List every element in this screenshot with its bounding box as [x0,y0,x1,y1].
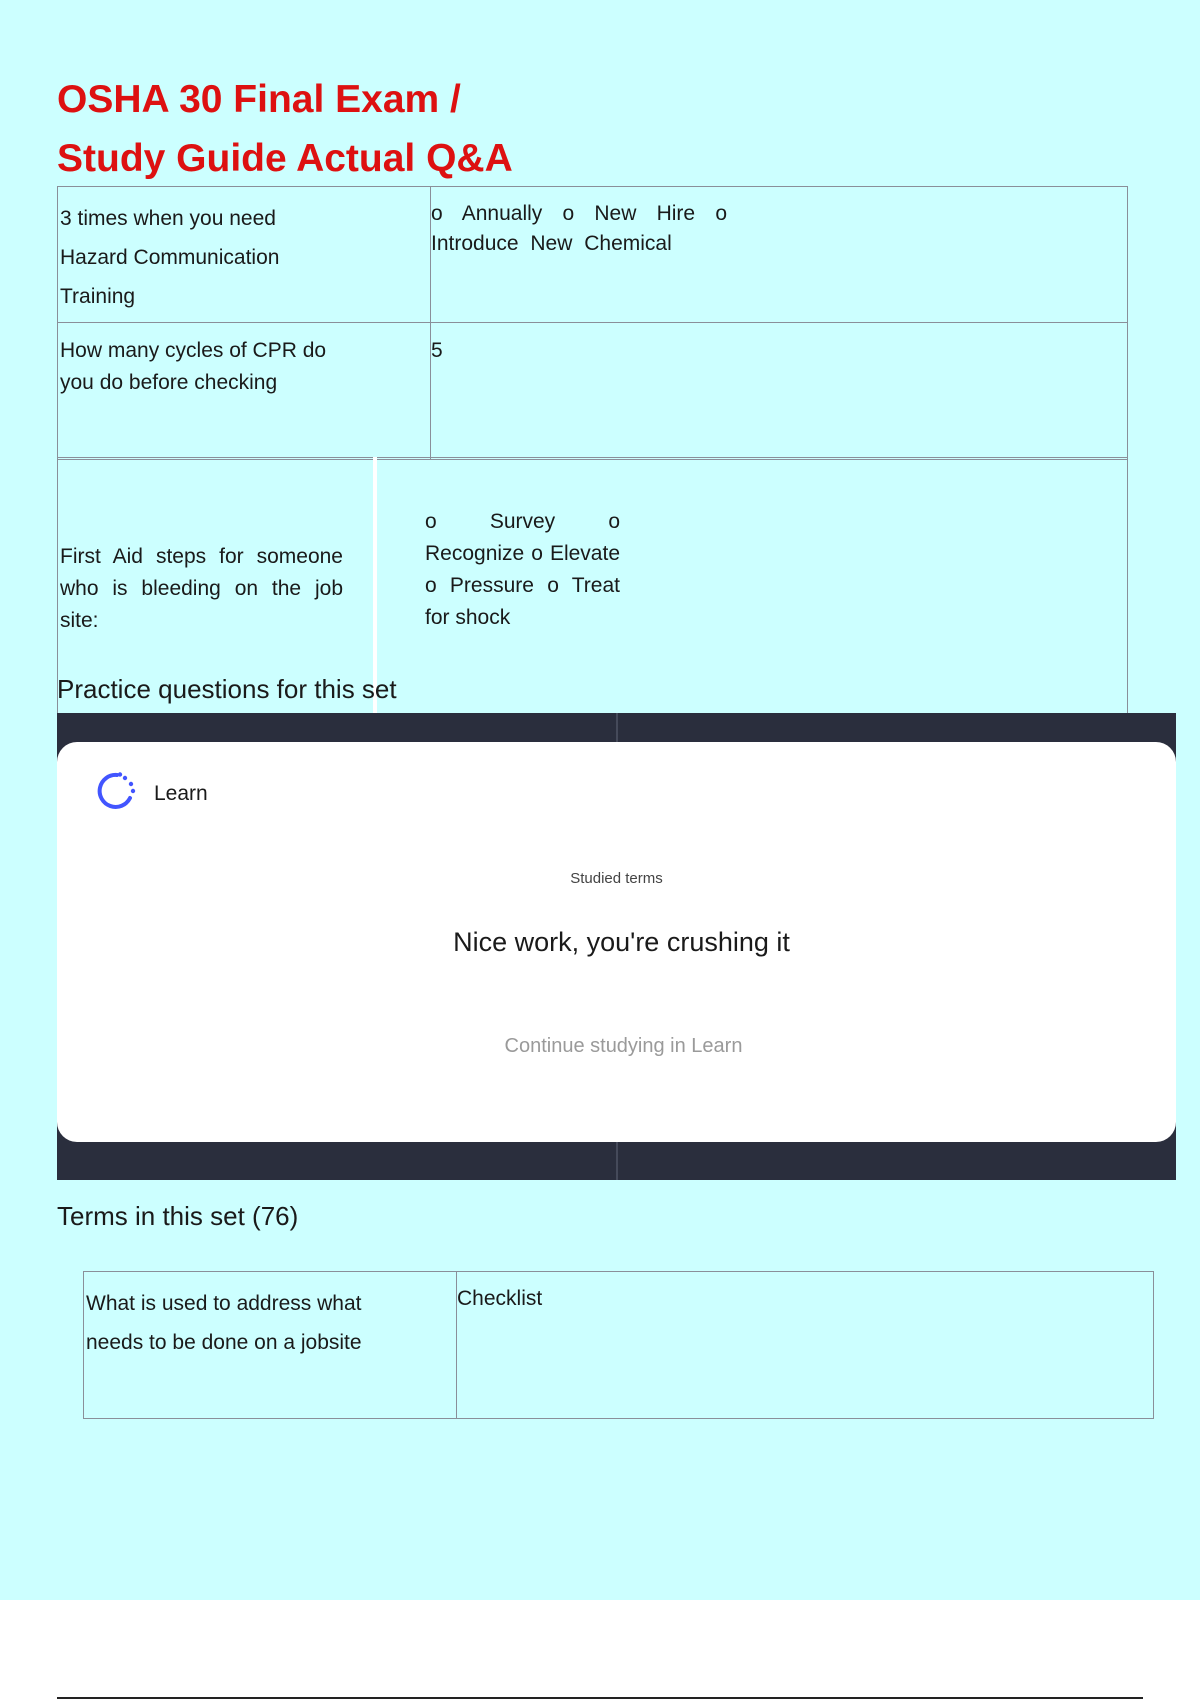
qa-table-top [57,186,1128,460]
question-cell [58,323,431,460]
answer-text: 5 [431,339,443,362]
table-row [84,1272,1154,1419]
document-title [57,70,513,188]
continue-studying-link[interactable]: Continue studying in Learn [504,1035,743,1057]
progress-message: Nice work, you're crushing it [453,927,790,957]
question-text: 3 times when you need Hazard Communication Training [60,207,280,308]
learn-mode-label: Learn [154,782,208,805]
table-row [58,187,1128,323]
title-line-2: Study Guide Actual Q&A [57,137,513,180]
practice-heading: Practice questions for this set [57,674,397,704]
terms-heading: Terms in this set (76) [57,1201,299,1231]
question-cell [58,187,431,323]
answer-text: o Survey o Recognize o Elevate o Pressure o Treat for shock [425,510,620,629]
definition-cell [457,1272,1154,1419]
learn-card[interactable] [57,742,1176,1142]
term-text: What is used to address what needs to be done on a jobsite [86,1292,362,1354]
answer-cell [431,187,1128,323]
answer-cell [431,323,1128,460]
answer-text: o Annually o New Hire o Introduce New Chemical [431,202,727,255]
term-cell [84,1272,457,1419]
footer-rule [57,1697,1143,1699]
answer-cell [375,458,1128,720]
studied-terms-label: Studied terms [570,870,663,887]
title-line-1: OSHA 30 Final Exam / [57,78,461,121]
learn-progress-icon [97,771,137,811]
question-text: First Aid steps for someone who is bleeding on the job site: [60,544,343,632]
terms-table [83,1271,1154,1419]
definition-text: Checklist [457,1287,543,1310]
table-row [58,323,1128,460]
question-text: How many cycles of CPR do you do before checking [60,339,327,394]
